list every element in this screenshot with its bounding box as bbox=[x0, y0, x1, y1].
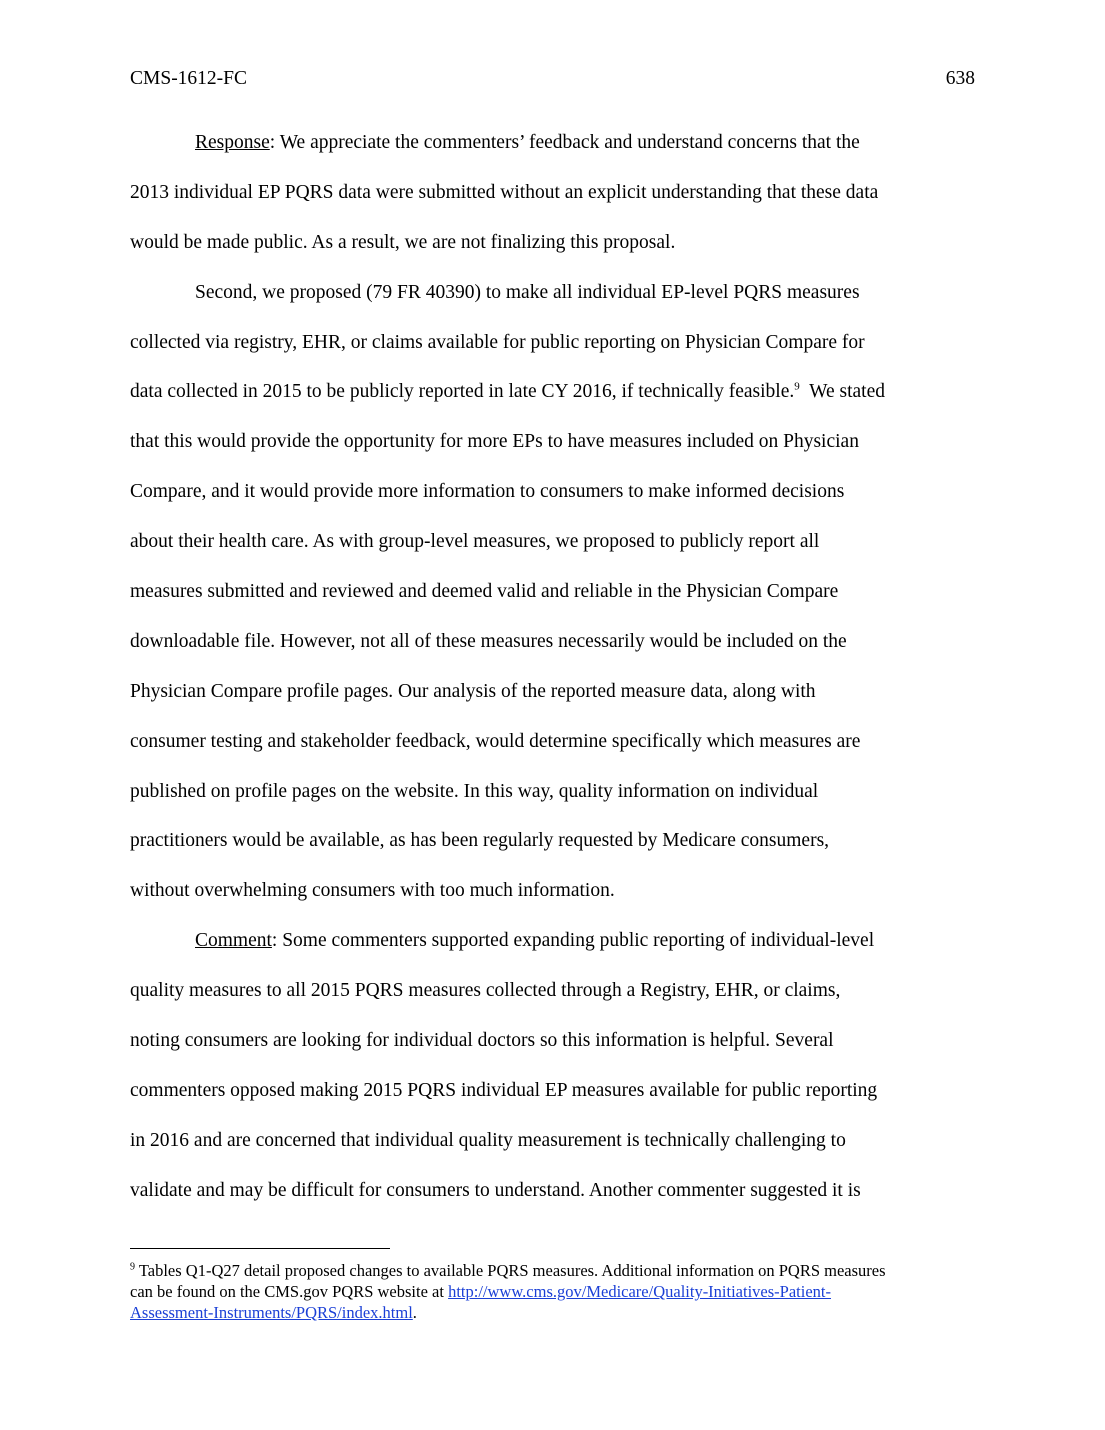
paragraph-line: 2013 individual EP PQRS data were submitted without an explicit understanding that these data bbox=[130, 181, 879, 203]
paragraph-line: consumer testing and stakeholder feedback, would determine specifically which measures are bbox=[130, 730, 861, 752]
paragraph-line: Second, we proposed (79 FR 40390) to make all individual EP-level PQRS measures bbox=[195, 281, 860, 303]
line-text: data collected in 2015 to be publicly reported in late CY 2016, if technically feasible. bbox=[130, 381, 795, 403]
footnote-text: Tables Q1-Q27 detail proposed changes to available PQRS measures. Additional information on PQRS measures bbox=[135, 1261, 886, 1280]
paragraph-line: validate and may be difficult for consumers to understand. Another commenter suggested it is bbox=[130, 1179, 861, 1201]
paragraph-line: measures submitted and reviewed and deemed valid and reliable in the Physician Compare bbox=[130, 581, 839, 603]
page-number: 638 bbox=[945, 68, 975, 89]
paragraph-line: quality measures to all 2015 PQRS measures collected through a Registry, EHR, or claims, bbox=[130, 980, 841, 1002]
footnote-reference: 9 bbox=[794, 380, 800, 393]
footnote-number: 9 bbox=[130, 1261, 135, 1273]
paragraph-line bbox=[130, 916, 975, 966]
footnote-divider bbox=[130, 1248, 390, 1249]
pqrs-website-link-continued[interactable]: Assessment-Instruments/PQRS/index.html bbox=[130, 1303, 413, 1322]
line-text: : We appreciate the commenters’ feedback and understand concerns that the bbox=[269, 132, 860, 153]
paragraph-line: published on profile pages on the website. In this way, quality information on individual bbox=[130, 780, 819, 802]
paragraph-line: would be made public. As a result, we are not finalizing this proposal. bbox=[130, 231, 676, 253]
paragraph-line: Physician Compare profile pages. Our analysis of the reported measure data, along with bbox=[130, 680, 816, 702]
paragraph-line: about their health care. As with group-level measures, we proposed to publicly report all bbox=[130, 531, 820, 553]
pqrs-website-link[interactable]: http://www.cms.gov/Medicare/Quality-Initiatives-Patient- bbox=[448, 1282, 831, 1301]
line-text: : Some commenters supported expanding public reporting of individual-level bbox=[271, 930, 875, 952]
paragraph-line: practitioners would be available, as has been regularly requested by Medicare consumers, bbox=[130, 830, 830, 852]
paragraph-line: commenters opposed making 2015 PQRS individual EP measures available for public reporting bbox=[130, 1079, 878, 1101]
line-text: We stated bbox=[799, 381, 885, 403]
paragraph-line bbox=[130, 118, 975, 168]
document-id: CMS-1612-FC bbox=[130, 68, 248, 89]
paragraph-line: noting consumers are looking for individual doctors so this information is helpful. Several bbox=[130, 1030, 834, 1052]
response-label: Response bbox=[195, 132, 270, 153]
paragraph-line: Compare, and it would provide more information to consumers to make informed decisions bbox=[130, 481, 845, 503]
footnote bbox=[130, 1260, 975, 1323]
footnote-text: . bbox=[412, 1303, 417, 1322]
footnote-line bbox=[130, 1302, 975, 1323]
body-text bbox=[130, 118, 975, 1216]
comment-label: Comment bbox=[195, 930, 272, 952]
paragraph-line: collected via registry, EHR, or claims available for public reporting on Physician Compare for bbox=[130, 331, 865, 353]
footnote-line bbox=[130, 1281, 975, 1302]
paragraph-line: without overwhelming consumers with too much information. bbox=[130, 880, 615, 902]
footnote-line bbox=[130, 1260, 975, 1281]
paragraph-line: downloadable file. However, not all of these measures necessarily would be included on the bbox=[130, 630, 847, 652]
footnote-text: can be found on the CMS.gov PQRS website at bbox=[130, 1282, 449, 1301]
paragraph-line: that this would provide the opportunity for more EPs to have measures included on Physician bbox=[130, 431, 859, 453]
page-header bbox=[130, 66, 975, 92]
paragraph-line: in 2016 and are concerned that individual quality measurement is technically challenging to bbox=[130, 1129, 846, 1151]
paragraph-line bbox=[130, 367, 975, 417]
